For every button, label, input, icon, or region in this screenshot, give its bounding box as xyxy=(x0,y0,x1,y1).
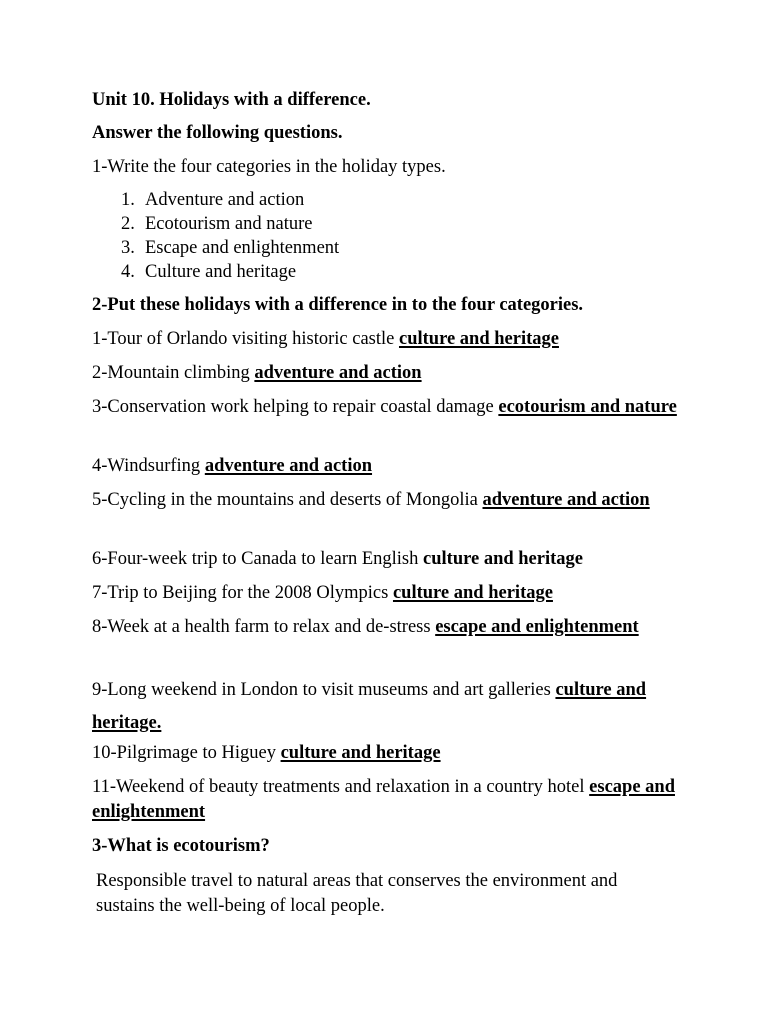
item-answer: culture and heritage xyxy=(392,583,553,603)
list-text: Escape and enlightenment xyxy=(145,238,340,258)
list-item xyxy=(121,260,296,284)
item-text: 3-Conservation work helping to repair coastal damage xyxy=(92,397,494,417)
item-answer: adventure and action xyxy=(482,490,650,510)
list-text: Culture and heritage xyxy=(145,262,297,282)
page-title: Unit 10. Holidays with a difference. xyxy=(92,90,371,110)
question-3: 3-What is ecotourism? xyxy=(92,836,270,856)
list-item xyxy=(92,741,680,766)
instruction: Answer the following questions. xyxy=(92,123,343,143)
item-text: 2-Mountain climbing xyxy=(92,363,250,383)
item-answer: culture and heritage xyxy=(423,549,583,569)
list-item xyxy=(92,581,680,606)
item-text: 5-Cycling in the mountains and deserts of Mongolia xyxy=(92,490,478,510)
list-item xyxy=(121,212,312,236)
answer-paragraph: Responsible travel to natural areas that conserves the environment and sustains the well-being of local people. xyxy=(96,871,618,916)
list-item xyxy=(92,361,680,386)
question-2: 2-Put these holidays with a difference in to the four categories. xyxy=(92,295,584,315)
list-number: 1. xyxy=(121,190,135,210)
item-answer: adventure and action xyxy=(254,363,422,383)
list-item xyxy=(92,674,680,740)
list-item xyxy=(92,547,680,572)
item-answer: culture and heritage xyxy=(280,743,441,763)
list-number: 4. xyxy=(121,262,135,282)
item-text: 7-Trip to Beijing for the 2008 Olympics xyxy=(92,583,389,603)
list-item xyxy=(92,395,680,420)
list-item xyxy=(92,488,680,513)
list-item xyxy=(92,454,680,479)
list-item xyxy=(92,327,680,352)
list-item xyxy=(121,188,304,212)
item-text: 6-Four-week trip to Canada to learn English xyxy=(92,549,419,569)
item-answer: culture and heritage xyxy=(398,329,559,349)
item-text: 8-Week at a health farm to relax and de-stress xyxy=(92,617,431,637)
list-text: Adventure and action xyxy=(145,190,305,210)
list-item xyxy=(92,615,680,640)
list-text: Ecotourism and nature xyxy=(145,214,313,234)
item-text: 11-Weekend of beauty treatments and relaxation in a country hotel xyxy=(92,777,585,797)
question-1: 1-Write the four categories in the holiday types. xyxy=(92,157,446,177)
item-answer: ecotourism and nature xyxy=(498,397,677,417)
item-answer: culture and heritage. xyxy=(92,680,647,733)
item-answer: escape and enlightenment xyxy=(92,777,675,822)
list-number: 3. xyxy=(121,238,135,258)
list-item xyxy=(121,236,339,260)
list-item xyxy=(92,775,680,825)
item-text: 9-Long weekend in London to visit museums and art galleries xyxy=(92,680,551,700)
item-text: 10-Pilgrimage to Higuey xyxy=(92,743,276,763)
item-answer: adventure and action xyxy=(204,456,373,476)
list-number: 2. xyxy=(121,214,135,234)
item-answer: escape and enlightenment xyxy=(435,617,639,637)
item-text: 4-Windsurfing xyxy=(92,456,201,476)
item-text: 1-Tour of Orlando visiting historic castle xyxy=(92,329,395,349)
